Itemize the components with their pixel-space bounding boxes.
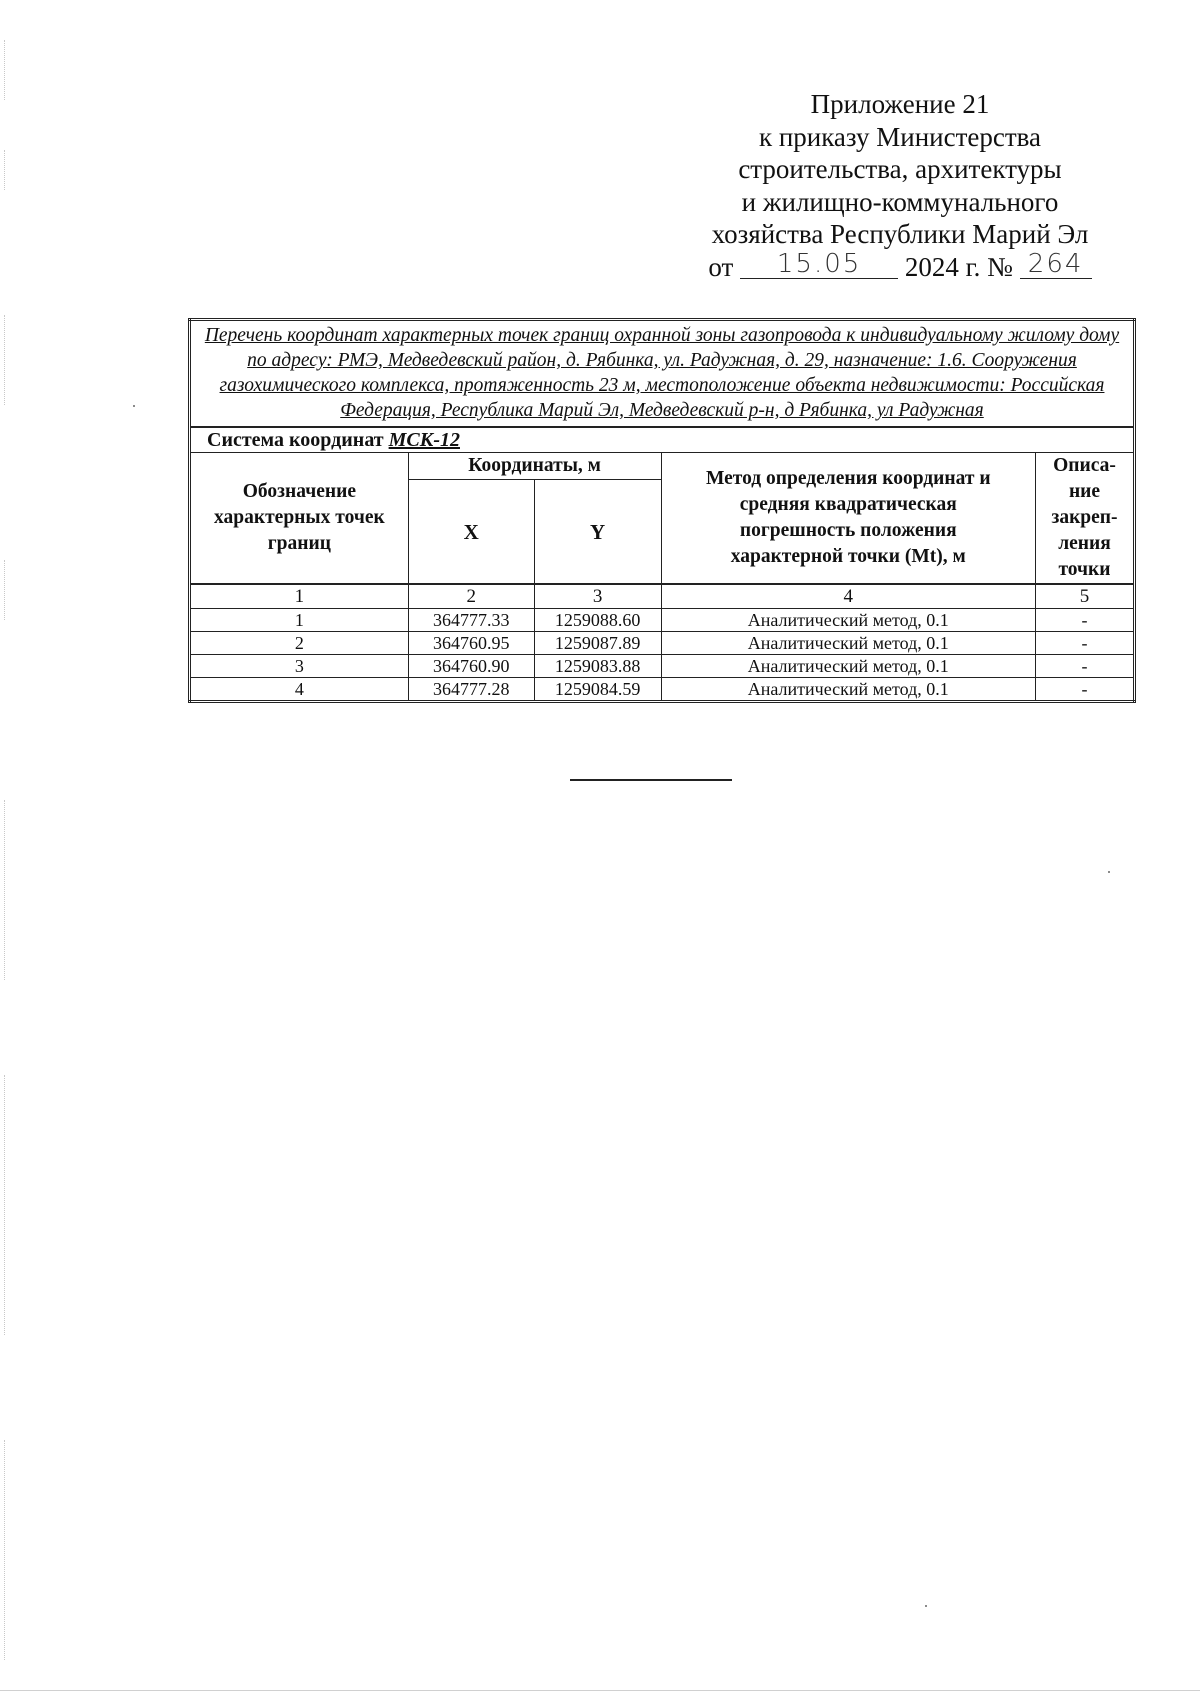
scan-edge-mark [4,1075,5,1335]
coord-x: 364760.90 [408,655,534,678]
scan-speck [1108,871,1110,873]
appendix-header [690,88,1110,283]
column-numbers-row [190,584,1135,609]
description-cell: - [1036,655,1135,678]
column-number: 4 [661,584,1036,609]
scan-edge-mark [4,560,5,620]
column-number: 2 [408,584,534,609]
method-cell: Аналитический метод, 0.1 [661,609,1036,632]
scan-edge-mark [4,315,5,405]
header-x: X [408,480,534,584]
table-row [190,678,1135,702]
column-number: 3 [534,584,661,609]
coord-y: 1259084.59 [534,678,661,702]
coord-x: 364760.95 [408,632,534,655]
point-id: 2 [190,632,409,655]
point-id: 1 [190,609,409,632]
header-line: строительства, архитектуры [738,154,1062,184]
header-method: Метод определения координат и средняя квадратическая погрешность положения характерной точки (Mt), м [661,453,1036,585]
coord-x: 364777.28 [408,678,534,702]
scan-speck [925,1605,927,1607]
description-cell: - [1036,632,1135,655]
coordinates-table [188,318,1136,703]
column-number: 1 [190,584,409,609]
coord-y: 1259088.60 [534,609,661,632]
method-cell: Аналитический метод, 0.1 [661,655,1036,678]
table-caption: Перечень координат характерных точек границ охранной зоны газопровода к индивидуальному жилому дому по адресу: РМЭ, Медведевский район, д. Рябинка, ул. Радужная, д. 29, назначение: 1.6. Сооружения газохимического комплекса, протяженность 23 м, местоположение объекта недвижимости: Российская Федерация, Республика Марий Эл, Медведевский р-н, д Рябинка, ул Радужная [190,320,1135,428]
method-cell: Аналитический метод, 0.1 [661,632,1036,655]
scan-edge-mark [4,40,5,100]
order-date-line [690,248,1110,284]
year-text: 2024 г. № [904,251,1013,282]
coordinate-system-label: Система координат [207,429,384,451]
header-line: к приказу Министерства [758,121,1042,152]
coordinate-system-value: МСК-12 [388,429,460,451]
coord-y: 1259083.88 [534,655,661,678]
scan-bottom-edge [0,1690,1200,1691]
scan-edge-mark [4,1440,5,1660]
point-id: 3 [190,655,409,678]
header-line: Приложение 21 [810,89,990,119]
handwritten-order-number: 264 [1020,250,1092,279]
scan-edge-mark [4,800,5,980]
header-line: хозяйства Республики Марий Эл [711,219,1089,249]
handwritten-date: 15.05 [740,250,898,279]
date-prefix: от [708,251,734,282]
header-point-designation: Обозначение характерных точек границ [190,453,409,585]
point-id: 4 [190,678,409,702]
coordinate-system-row [190,427,1135,453]
coord-y: 1259087.89 [534,632,661,655]
column-number: 5 [1036,584,1135,609]
header-description: Описа-ние закреп-ления точки [1036,453,1135,585]
closing-rule [570,779,732,781]
scan-edge-mark [4,150,5,190]
scan-speck [133,405,135,407]
header-line: и жилищно-коммунального [741,186,1059,217]
description-cell: - [1036,609,1135,632]
table-row [190,609,1135,632]
description-cell: - [1036,678,1135,702]
coord-x: 364777.33 [408,609,534,632]
table-row [190,632,1135,655]
header-coordinates: Координаты, м [408,453,661,480]
method-cell: Аналитический метод, 0.1 [661,678,1036,702]
header-y: Y [534,480,661,584]
table-row [190,655,1135,678]
